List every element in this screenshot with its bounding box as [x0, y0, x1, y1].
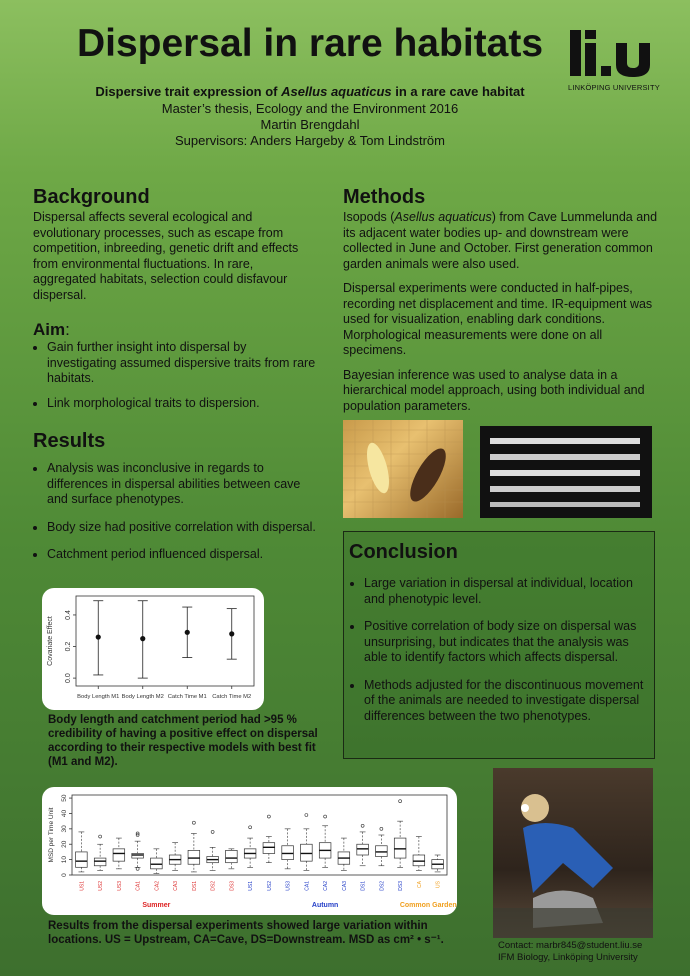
x-tick-label: DS3	[229, 881, 236, 891]
outlier-point	[380, 827, 383, 830]
outlier-point	[305, 814, 308, 817]
conclusion-item: • Positive correlation of body size on dispersal was unsurprising, but indicates that the analysis was able to identify factors which affects dispersal.	[364, 619, 648, 666]
box	[394, 838, 406, 858]
x-tick-label: Body Length M1	[77, 694, 120, 700]
conclusion-item: • Methods adjusted for the discontinuous movement of the animals are needed to investigate dispersal differences between the two phenotypes.	[364, 678, 648, 725]
results-heading: Results	[33, 430, 106, 452]
contact-info	[498, 940, 642, 964]
box	[113, 849, 125, 861]
outlier-point	[192, 821, 195, 824]
box	[301, 844, 313, 861]
cave-photo	[493, 768, 653, 938]
boxplot-caption: Results from the dispersal experiments showed large variation within locations. US = Upstream, CA=Cave, DS=Downstream. MSD as cm² • s⁻¹.	[48, 920, 444, 946]
liu-logo	[568, 28, 668, 92]
conclusion-item: • Large variation in dispersal at individual, location and phenotypic level.	[364, 576, 648, 607]
x-tick-label: DS1	[191, 881, 198, 891]
cave-photo-drawing	[493, 768, 653, 938]
y-axis-label: Covariate Effect	[47, 616, 54, 666]
x-tick-label: DS2	[210, 881, 217, 891]
methods-para-3: Bayesian inference was used to analyse data in a hierarchical model approach, using both individual and population parameters.	[343, 367, 645, 413]
outlier-point	[324, 815, 327, 818]
background-heading: Background	[33, 186, 150, 208]
outlier-point	[249, 826, 252, 829]
x-tick-label: CA2	[323, 881, 330, 891]
y-tick-label: 30	[61, 825, 68, 833]
methods-heading: Methods	[343, 186, 426, 208]
group-label: Autumn	[311, 902, 339, 909]
results-item: • Catchment period influenced dispersal.	[47, 547, 323, 563]
covariate-effect-chart	[42, 588, 264, 710]
outlier-point	[211, 830, 214, 833]
y-tick-label: 0	[61, 873, 68, 877]
x-tick-label: DS3	[398, 881, 405, 891]
box	[263, 843, 275, 854]
methods-para-2: Dispersal experiments were conducted in half-pipes, recording net displacement and time. IR-equipment was used for visualization, enabling dark conditions. Morphological measurements were done on all specimens.	[343, 281, 653, 357]
y-tick-label: 0.2	[65, 641, 72, 652]
covariate-caption: Body length and catchment period had >95 % credibility of having a positive effect on dispersal according to their respective models with best fit (M1 and M2).	[48, 714, 318, 768]
y-tick-label: 50	[61, 794, 68, 802]
supervisors: Supervisors: Anders Hargeby & Tom Lindström	[175, 133, 445, 148]
x-tick-label: US2	[266, 881, 273, 891]
box	[282, 846, 294, 860]
thesis-line: Master’s thesis, Ecology and the Environment 2016	[161, 101, 459, 116]
x-tick-label: CA	[416, 881, 423, 888]
logo-text: LINKÖPING UNIVERSITY	[568, 83, 660, 92]
y-tick-label: 40	[61, 809, 68, 818]
effect-point	[96, 634, 101, 639]
outlier-point	[361, 824, 364, 827]
y-tick-label: 0.4	[65, 610, 72, 620]
results-item: • Analysis was inconclusive in regards to differences in dispersal abilities between cave and surface phenotypes.	[47, 461, 323, 508]
aim-heading: Aim:	[33, 320, 70, 339]
author-name: Martin Brengdahl	[260, 117, 360, 132]
y-tick-label: 10	[61, 855, 68, 864]
contact-affiliation: IFM Biology, Linköping University	[498, 952, 638, 963]
box	[188, 850, 200, 864]
x-tick-label: US1	[248, 881, 255, 891]
covariate-chart-panel	[42, 588, 264, 710]
plot-frame	[76, 596, 254, 686]
x-tick-label: US3	[116, 881, 123, 891]
aim-item: • Gain further insight into dispersal by investigating assumed dispersive traits from rare habitats.	[47, 340, 318, 387]
box	[357, 844, 369, 855]
box	[132, 853, 144, 858]
msd-boxplot-panel	[42, 787, 457, 915]
box	[151, 858, 163, 869]
group-label: Common Garden	[399, 902, 457, 909]
box	[413, 855, 425, 866]
x-tick-label: CA1	[304, 881, 311, 891]
box	[94, 858, 106, 866]
x-tick-label: Body Length M2	[121, 694, 164, 700]
effect-point	[229, 631, 234, 636]
x-tick-label: DS1	[360, 881, 367, 891]
box	[76, 852, 88, 867]
plot-frame	[72, 795, 447, 875]
isopod-photo	[343, 420, 463, 518]
outlier-point	[399, 800, 402, 803]
y-axis-label: MSD per Time Unit	[48, 807, 55, 863]
outlier-point	[267, 815, 270, 818]
box	[376, 846, 388, 857]
conclusion-heading: Conclusion	[349, 541, 458, 563]
x-tick-label: CA2	[154, 881, 161, 891]
conclusion-list	[348, 576, 648, 733]
x-tick-label: US	[435, 881, 442, 888]
x-tick-label: DS2	[379, 881, 386, 891]
halfpipe-photo-drawing	[480, 426, 652, 518]
isopod-photo-drawing	[343, 420, 463, 518]
x-tick-label: CA1	[135, 881, 142, 891]
methods-text	[343, 210, 658, 414]
aim-list	[33, 340, 318, 420]
aim-item: • Link morphological traits to dispersion.	[47, 396, 318, 412]
results-item: • Body size had positive correlation with dispersal.	[47, 520, 323, 536]
background-text: Dispersal affects several ecological and evolutionary processes, such as escape from competition, inbreeding, genetic drift and effects from environmental fluctuations. In rare, aggregated habitats, selection could disfavour dispersal.	[33, 210, 299, 302]
x-tick-label: Catch Time M2	[212, 694, 252, 700]
x-tick-label: US1	[79, 881, 86, 891]
y-tick-label: 0.0	[65, 673, 72, 683]
liu-logo-mark	[568, 28, 668, 80]
methods-para-1: Isopods (Asellus aquaticus) from Cave Lummelunda and its adjacent water bodies up- and downstream were collected in June and October. First generation common garden animals were also used.	[343, 210, 658, 271]
x-tick-label: US2	[98, 881, 105, 891]
outlier-point	[99, 835, 102, 838]
x-tick-label: Catch Time M1	[167, 694, 207, 700]
group-label: Summer	[142, 902, 171, 909]
halfpipe-photo	[480, 426, 652, 518]
results-list	[33, 461, 323, 572]
x-tick-label: CA3	[173, 881, 180, 891]
poster-title: Dispersal in rare habitats	[76, 22, 544, 65]
y-tick-label: 20	[61, 840, 68, 848]
effect-point	[140, 636, 145, 641]
msd-boxplot-chart	[42, 787, 457, 915]
x-tick-label: CA3	[341, 881, 348, 891]
contact-email: Contact: marbr845@student.liu.se	[498, 940, 643, 951]
conclusion-panel	[343, 531, 655, 759]
poster-subtitle: Dispersive trait expression of Asellus aquaticus in a rare cave habitat	[95, 84, 525, 99]
outlier-point	[136, 867, 139, 870]
effect-point	[185, 630, 190, 635]
box	[226, 850, 238, 862]
x-tick-label: US3	[285, 881, 292, 891]
